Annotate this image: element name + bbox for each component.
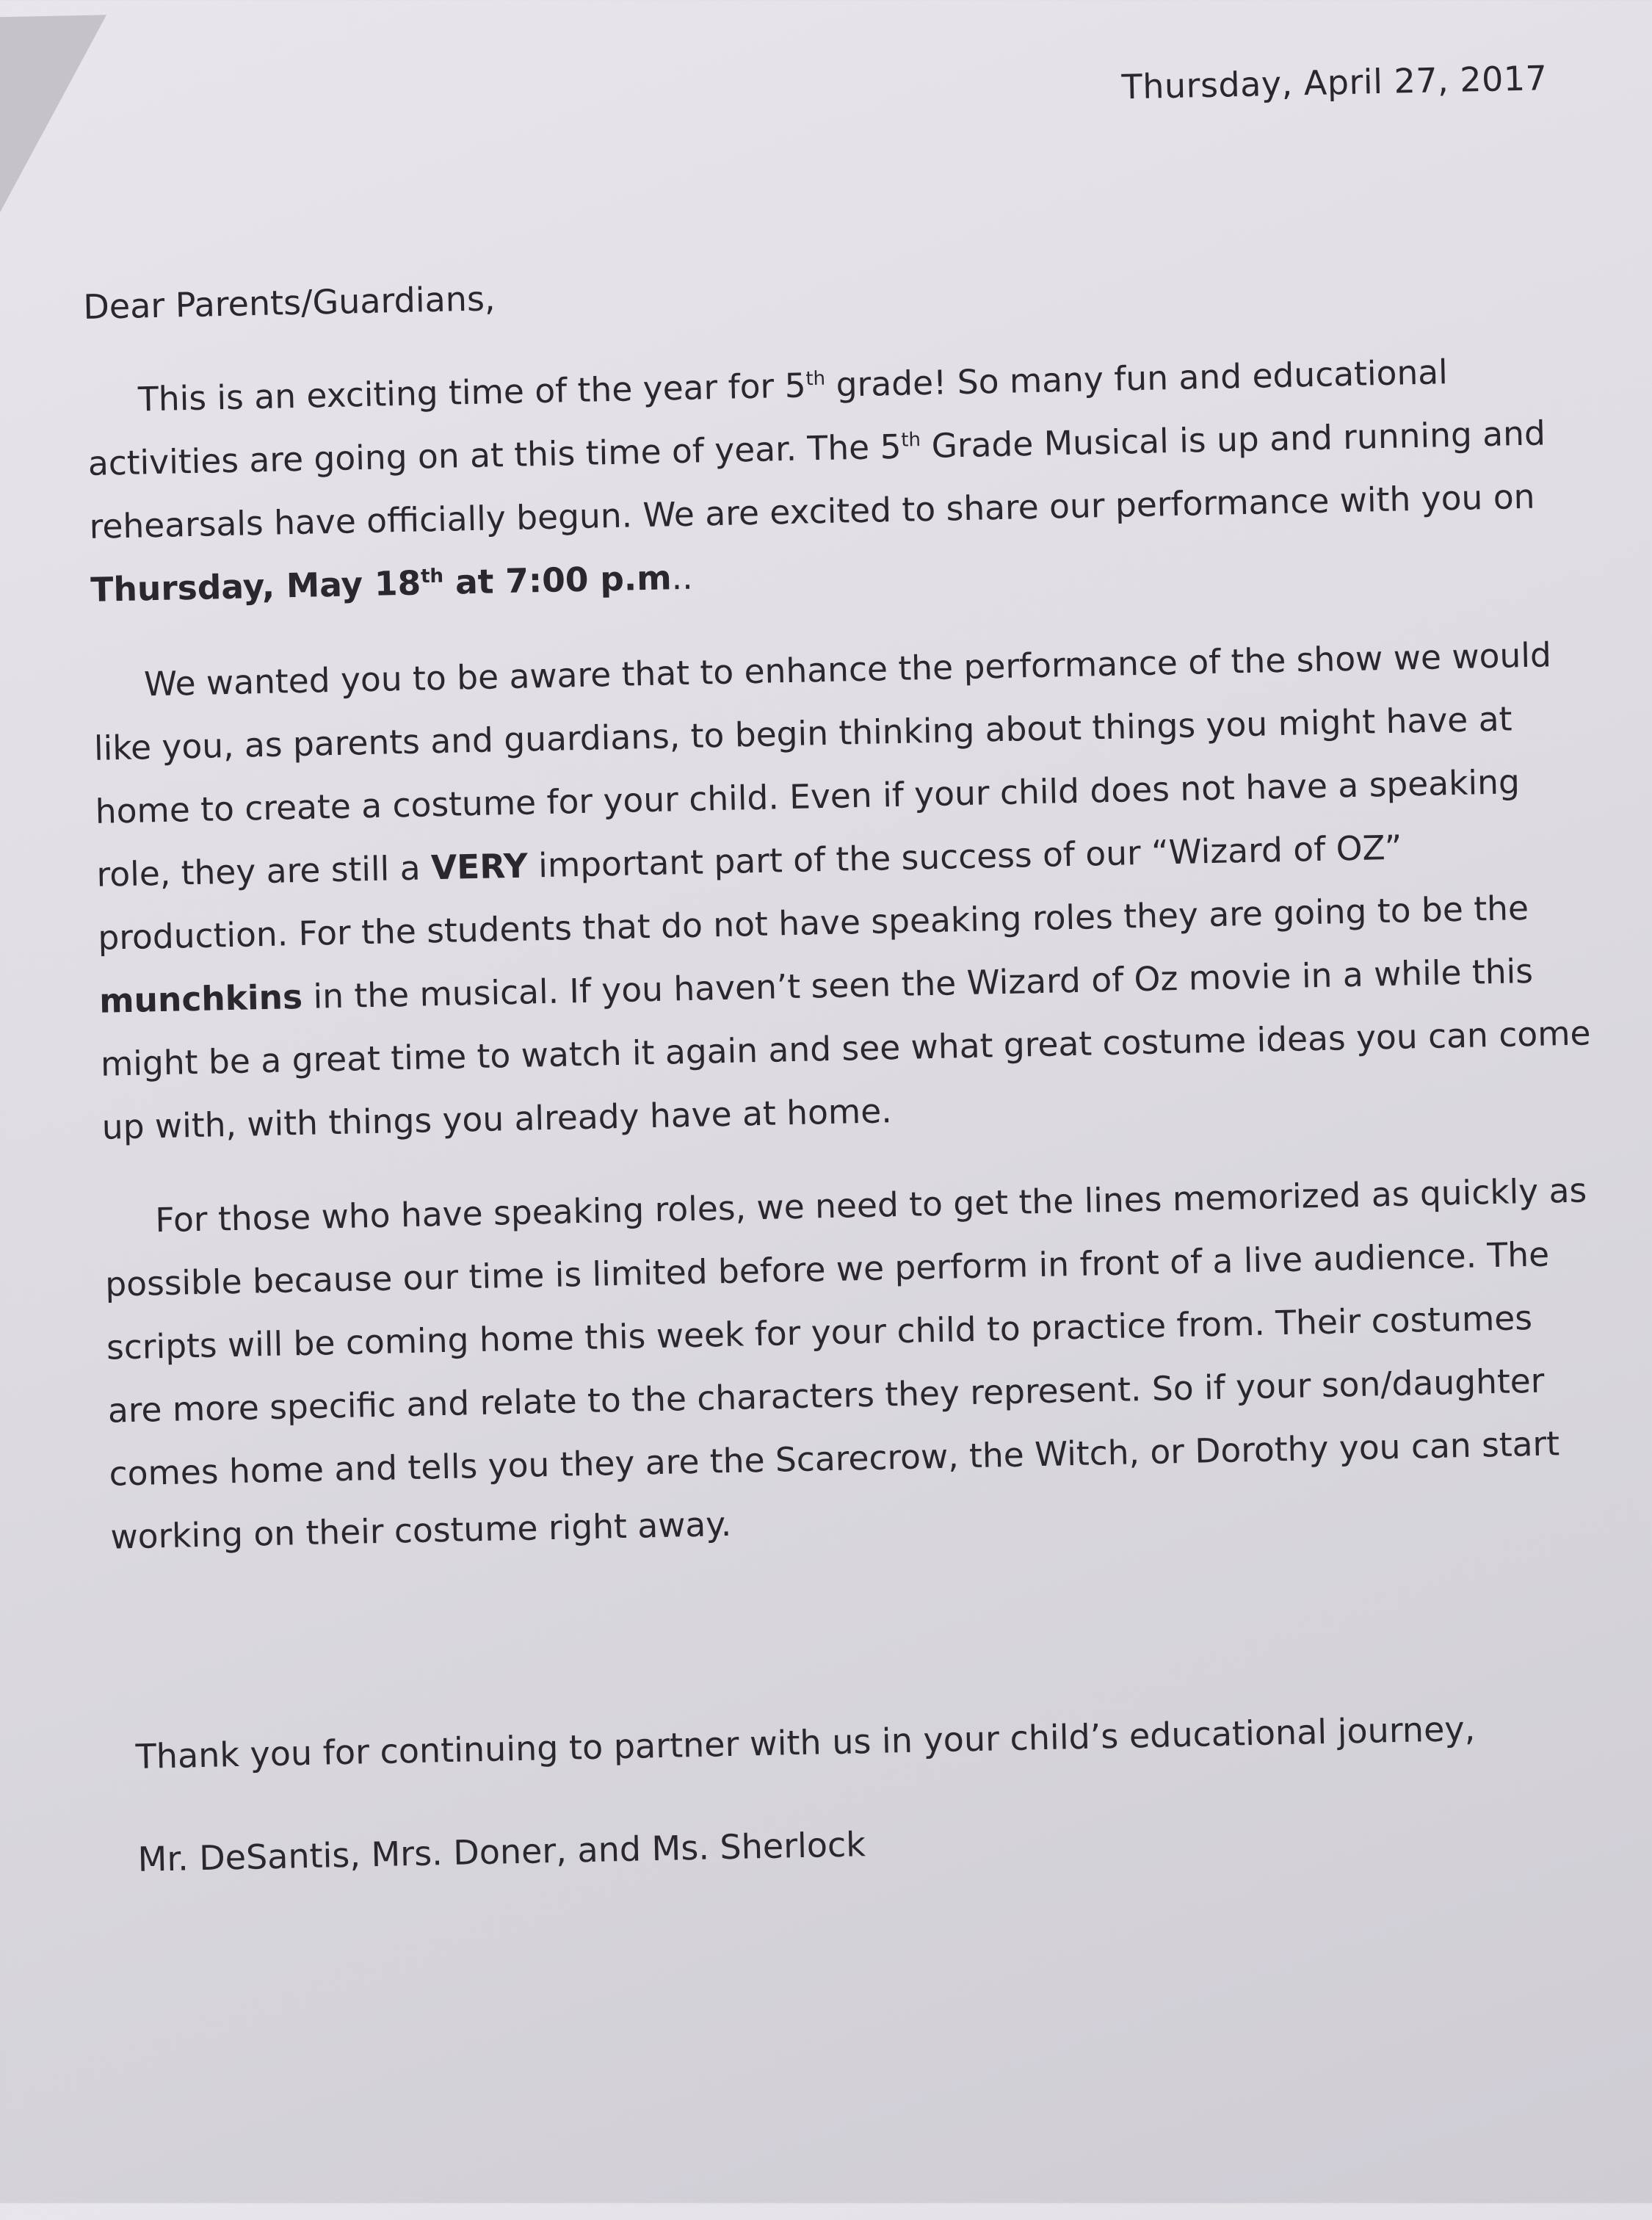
p2-bold-very: VERY xyxy=(430,846,529,888)
performance-date xyxy=(90,558,672,610)
p1-text-b: grade! So many fun and educational activities are going on at this time of year. The 5 xyxy=(87,352,1449,483)
signature-line: Mr. DeSantis, Mrs. Doner, and Ms. Sherlock xyxy=(137,1824,866,1879)
salutation: Dear Parents/Guardians, xyxy=(82,278,496,328)
folded-corner xyxy=(0,15,111,237)
p2-text-a: We wanted you to be aware that to enhance the performance of the show we would like you, as parents and guardians, to begin thinking about things you might have at home to create a costume for your child. Even if your child does not have a speaking role, they are still a xyxy=(93,635,1552,894)
closing-line: Thank you for continuing to partner with us in your child’s educational journey, xyxy=(135,1708,1476,1776)
p2-text-b: important part of the success of our “Wizard of OZ” production. For the students that do not have speaking roles they are going to be the xyxy=(97,828,1529,958)
paragraph-costumes xyxy=(92,623,1593,1159)
p1-sup-2: th xyxy=(901,429,921,452)
p2-bold-munchkins: munchkins xyxy=(98,977,303,1021)
p2-text-c: in the musical. If you haven’t seen the Wizard of Oz movie in a while this might be a great time to watch it again and see what great costume ideas you can come up with, with things you already have at home. xyxy=(100,951,1591,1147)
letter-date: Thursday, April 27, 2017 xyxy=(1121,58,1548,107)
paragraph-musical-announcement xyxy=(86,338,1582,621)
p1-bold-2: at 7:00 p.m xyxy=(443,558,673,602)
paragraph-speaking-roles: For those who have speaking roles, we need to get the lines memorized as quickly as possible because our time is limited before we perform in front of a live audience. The scripts will be coming home this week for your child to practice from. Their costumes are more specific and relate to the characters they represent. So if your son/daughter comes home and tells you they are the Scarecrow, the Witch, or Dorothy you can start working on their costume right away. xyxy=(104,1171,1587,1557)
p1-sup-1: th xyxy=(805,367,826,391)
p1-sup-3: th xyxy=(420,565,444,588)
p1-text-a: This is an exciting time of the year for 5 xyxy=(137,366,807,419)
p1-bold-1: Thursday, May 18 xyxy=(90,563,421,610)
p1-text-d: .. xyxy=(670,557,694,598)
p1-text-c: Grade Musical is up and running and rehearsals have officially begun. We are excited to share our performance with you on xyxy=(89,413,1546,546)
